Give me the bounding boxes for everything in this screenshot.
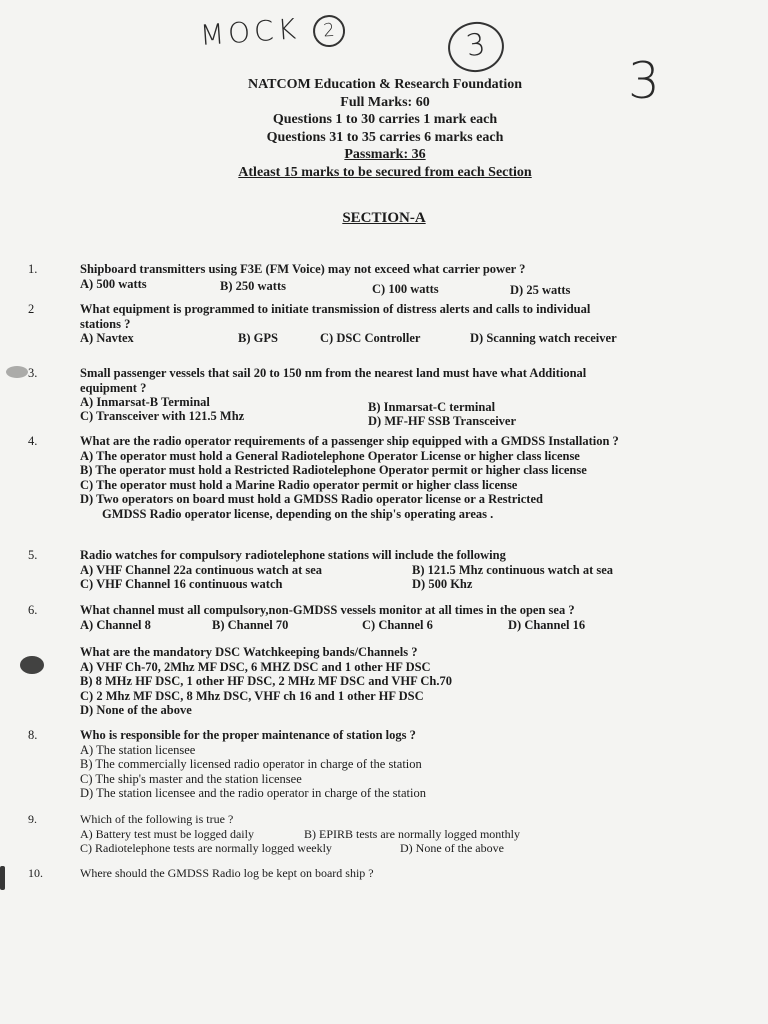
question-10 bbox=[28, 866, 720, 881]
option-d: D) None of the above bbox=[80, 703, 192, 717]
question-7 bbox=[80, 645, 720, 718]
option-c: C) Radiotelephone tests are normally logged weekly bbox=[80, 840, 332, 855]
question-3 bbox=[28, 366, 720, 428]
question-number: 8. bbox=[28, 728, 38, 742]
option-b: B) EPIRB tests are normally logged monthly bbox=[304, 826, 520, 841]
option-b: B) 8 MHz HF DSC, 1 other HF DSC, 2 MHz MF DSC and VHF Ch.70 bbox=[80, 674, 452, 688]
option-c: C) Channel 6 bbox=[362, 617, 433, 632]
option-b: B) The operator must hold a Restricted Radiotelephone Operator permit or higher class license bbox=[80, 463, 587, 477]
option-c: C) The operator must hold a Marine Radio operator permit or higher class license bbox=[80, 477, 518, 492]
option-c: C) The ship's master and the station licensee bbox=[80, 771, 302, 786]
question-number: 9. bbox=[28, 812, 37, 826]
option-d: D) The station licensee and the radio operator in charge of the station bbox=[80, 786, 426, 800]
question-text: What channel must all compulsory,non-GMDSS vessels monitor at all times in the open sea ? bbox=[80, 603, 575, 617]
option-a: A) The operator must hold a General Radiotelephone Operator License or higher class license bbox=[80, 448, 580, 463]
passmark: Passmark: 36 bbox=[344, 147, 426, 162]
question-4 bbox=[28, 434, 720, 521]
section-rule: Atleast 15 marks to be secured from each Section bbox=[238, 164, 532, 180]
handwritten-mock-label: MOCK 2 bbox=[199, 9, 346, 56]
question-text: Radio watches for compulsory radiotelephone stations will include the following bbox=[80, 548, 506, 562]
marks-rule-1: Questions 1 to 30 carries 1 mark each bbox=[272, 112, 498, 127]
option-c: C) Transceiver with 121.5 Mhz bbox=[80, 409, 245, 423]
option-a: A) 500 watts bbox=[80, 276, 147, 291]
question-number: 4. bbox=[28, 434, 38, 448]
options-row bbox=[80, 577, 720, 591]
question-text: Small passenger vessels that sail 20 to 150 nm from the nearest land must have what Additional equipment ? bbox=[80, 366, 587, 395]
question-number: 2 bbox=[28, 302, 35, 316]
question-8 bbox=[28, 728, 720, 801]
option-d: D) Scanning watch receiver bbox=[470, 331, 617, 345]
question-text: What equipment is programmed to initiate transmission of distress alerts and calls to individual stations ? bbox=[80, 302, 591, 331]
exam-header bbox=[170, 76, 600, 181]
option-d: D) 500 Khz bbox=[412, 576, 473, 591]
marks-rule-2: Questions 31 to 35 carries 6 marks each bbox=[266, 129, 504, 145]
option-d-continued: GMDSS Radio operator license, depending on the ship's operating areas . bbox=[102, 506, 494, 521]
option-a: A) VHF Channel 22a continuous watch at sea bbox=[80, 562, 323, 577]
question-number: 6. bbox=[28, 603, 38, 617]
question-number: 1. bbox=[28, 262, 38, 276]
question-number: 5. bbox=[28, 548, 38, 562]
option-c: C) DSC Controller bbox=[320, 331, 421, 345]
option-a: A) Inmarsat-B Terminal bbox=[80, 395, 210, 409]
options-list bbox=[80, 743, 720, 801]
option-b: B) Channel 70 bbox=[212, 617, 289, 632]
option-b: B) 250 watts bbox=[220, 278, 286, 293]
options-row bbox=[80, 409, 720, 428]
question-text: Shipboard transmitters using F3E (FM Voice) may not exceed what carrier power ? bbox=[80, 262, 526, 276]
question-text: Where should the GMDSS Radio log be kept on board ship ? bbox=[80, 866, 374, 880]
option-a: A) VHF Ch-70, 2Mhz MF DSC, 6 MHZ DSC and 1 other HF DSC bbox=[80, 659, 431, 674]
question-text: What are the radio operator requirements of a passenger ship equipped with a GMDSS Installation ? bbox=[80, 434, 619, 448]
handwritten-corner-number: 3 bbox=[628, 52, 660, 110]
option-b: B) GPS bbox=[238, 331, 278, 345]
handwritten-circled-number: 2 bbox=[312, 14, 346, 48]
question-1 bbox=[28, 262, 720, 297]
option-c: C) 100 watts bbox=[372, 281, 439, 296]
punch-mark bbox=[6, 366, 28, 378]
option-c: C) 2 Mhz MF DSC, 8 Mhz DSC, VHF ch 16 and 1 other HF DSC bbox=[80, 688, 424, 703]
option-b: B) 121.5 Mhz continuous watch at sea bbox=[412, 562, 614, 577]
question-text: Who is responsible for the proper maintenance of station logs ? bbox=[80, 728, 416, 742]
punch-mark bbox=[20, 656, 44, 674]
option-a: A) Navtex bbox=[80, 331, 134, 345]
option-a: A) The station licensee bbox=[80, 742, 196, 757]
full-marks: Full Marks: 60 bbox=[340, 94, 430, 110]
option-c: C) VHF Channel 16 continuous watch bbox=[80, 576, 283, 591]
options-row bbox=[80, 331, 720, 345]
question-text: What are the mandatory DSC Watchkeeping bands/Channels ? bbox=[80, 645, 418, 659]
question-number: 3. bbox=[28, 366, 38, 380]
option-d: D) Two operators on board must hold a GMDSS Radio operator license or a Restricted bbox=[80, 492, 543, 506]
option-d: D) 25 watts bbox=[510, 282, 571, 297]
margin-mark bbox=[0, 866, 5, 890]
question-5 bbox=[28, 548, 720, 591]
option-d: D) MF-HF SSB Transceiver bbox=[368, 414, 517, 428]
question-number: 10. bbox=[28, 866, 43, 880]
section-title: SECTION-A bbox=[342, 210, 426, 226]
options-list bbox=[80, 449, 720, 522]
options-row bbox=[80, 827, 720, 841]
org-name: NATCOM Education & Research Foundation bbox=[247, 77, 523, 92]
options-list bbox=[80, 660, 720, 718]
question-6 bbox=[28, 603, 720, 632]
options-row bbox=[80, 276, 720, 297]
option-d: D) None of the above bbox=[400, 840, 504, 855]
options-row bbox=[80, 618, 720, 632]
question-text: Which of the following is true ? bbox=[80, 812, 234, 826]
options-row bbox=[80, 563, 720, 577]
option-b: B) The commercially licensed radio operator in charge of the station bbox=[80, 757, 422, 771]
option-a: A) Channel 8 bbox=[80, 617, 151, 632]
handwritten-circled-three: 3 bbox=[445, 18, 507, 75]
option-d: D) Channel 16 bbox=[508, 617, 586, 632]
options-row bbox=[80, 395, 720, 414]
option-b: B) Inmarsat-C terminal bbox=[368, 400, 496, 414]
options-row bbox=[80, 841, 720, 855]
question-2 bbox=[28, 302, 720, 345]
option-a: A) Battery test must be logged daily bbox=[80, 826, 254, 841]
question-9 bbox=[28, 812, 720, 855]
